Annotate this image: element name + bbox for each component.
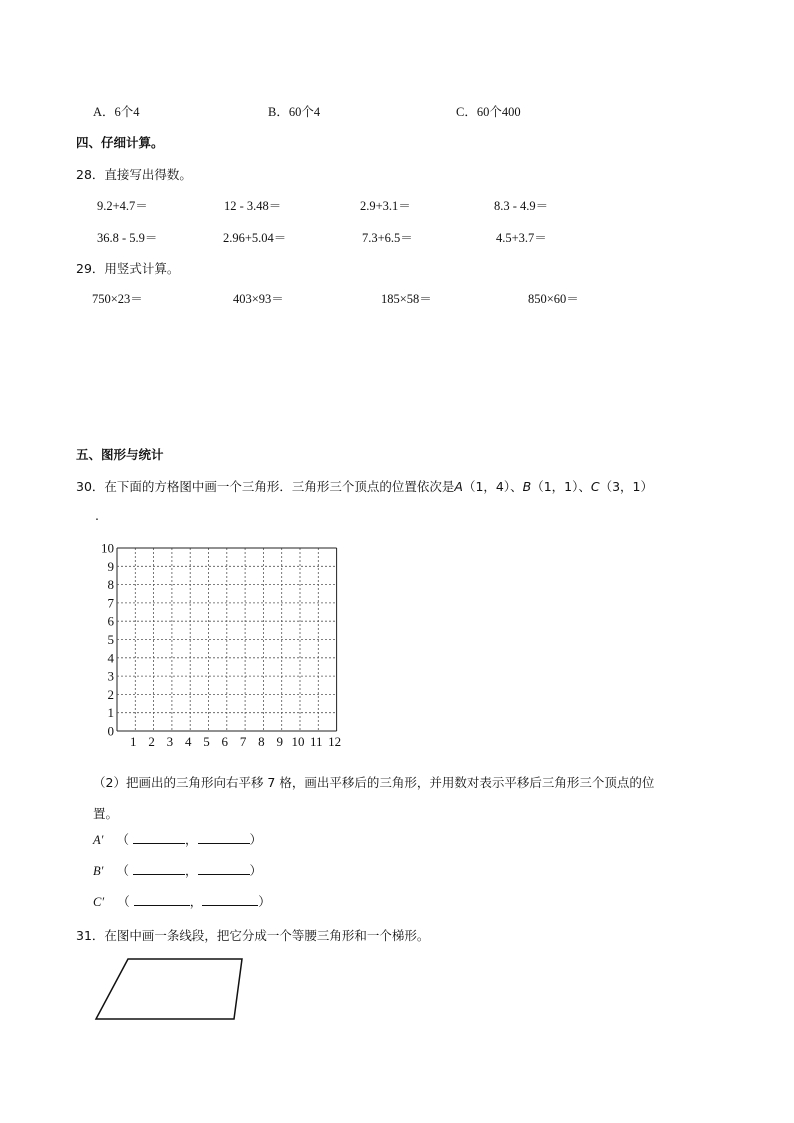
y-axis-label: 0 bbox=[107, 723, 114, 739]
point-b-coord: （1，1）、 bbox=[531, 479, 591, 494]
point-a-coord: （1，4）、 bbox=[462, 479, 523, 494]
parallelogram-figure[interactable] bbox=[90, 955, 250, 1025]
answer-blank[interactable] bbox=[198, 862, 250, 875]
y-axis-label: 9 bbox=[107, 558, 114, 574]
point-c-label: C bbox=[590, 479, 600, 494]
answer-b-prime: B′ （ ， ） bbox=[93, 864, 263, 878]
y-axis-label: 4 bbox=[107, 650, 114, 666]
answer-label: A′ bbox=[93, 833, 104, 847]
q28-item: 36.8 - 5.9＝ bbox=[97, 231, 158, 245]
y-axis-label: 8 bbox=[107, 577, 114, 593]
q28-item: 2.9+3.1＝ bbox=[360, 199, 411, 213]
answer-label: C′ bbox=[93, 895, 105, 909]
option-c: C．60个400 bbox=[456, 105, 521, 119]
q28-item: 8.3 - 4.9＝ bbox=[494, 199, 549, 213]
answer-label: B′ bbox=[93, 864, 104, 878]
point-c-coord: （3，1） bbox=[599, 479, 654, 494]
coordinate-grid[interactable] bbox=[88, 540, 358, 752]
answer-blank[interactable] bbox=[134, 893, 190, 906]
q30-prompt bbox=[76, 477, 653, 495]
x-axis-label: 4 bbox=[184, 734, 192, 749]
q29-prompt: 29．用竖式计算。 bbox=[76, 261, 180, 276]
point-b-label: B bbox=[522, 479, 532, 494]
q28-item: 4.5+3.7＝ bbox=[496, 231, 547, 245]
q29-item: 403×93＝ bbox=[233, 292, 284, 306]
x-axis-label: 1 bbox=[130, 734, 137, 749]
answer-blank[interactable] bbox=[133, 831, 185, 844]
x-axis-label: 5 bbox=[203, 734, 210, 749]
q28-item: 7.3+6.5＝ bbox=[362, 231, 413, 245]
y-axis-label: 10 bbox=[101, 540, 114, 556]
q30-part2-text-cont: 置。 bbox=[93, 806, 119, 821]
y-axis-label: 2 bbox=[107, 686, 114, 702]
x-axis-label: 7 bbox=[239, 734, 247, 749]
x-axis-label: 9 bbox=[276, 734, 283, 749]
q30-trailing-period: . bbox=[95, 508, 99, 523]
q30-prompt-text: 30．在下面的方格图中画一个三角形．三角形三个顶点的位置依次是 bbox=[76, 479, 455, 494]
point-a-label: A bbox=[454, 479, 463, 494]
x-axis-label: 11 bbox=[310, 734, 323, 749]
q28-prompt: 28．直接写出得数。 bbox=[76, 167, 192, 182]
x-axis-label: 8 bbox=[258, 734, 265, 749]
q28-item: 2.96+5.04＝ bbox=[223, 231, 287, 245]
x-axis-label: 12 bbox=[328, 734, 342, 749]
y-axis-label: 3 bbox=[107, 668, 114, 684]
x-axis-label: 3 bbox=[166, 734, 174, 749]
answer-blank[interactable] bbox=[198, 831, 250, 844]
q29-item: 185×58＝ bbox=[381, 292, 432, 306]
option-a: A．6个4 bbox=[93, 105, 140, 119]
y-axis-label: 6 bbox=[107, 613, 114, 629]
option-b: B．60个4 bbox=[268, 105, 321, 119]
answer-c-prime: C′ （ ， ） bbox=[93, 895, 271, 909]
x-axis-label: 10 bbox=[291, 734, 305, 749]
y-axis-label: 1 bbox=[107, 705, 114, 721]
y-axis-label: 5 bbox=[107, 632, 114, 647]
y-axis-label: 7 bbox=[107, 595, 114, 611]
answer-blank[interactable] bbox=[202, 893, 258, 906]
section-5-title: 五、图形与统计 bbox=[76, 447, 164, 462]
parallelogram[interactable] bbox=[96, 959, 242, 1019]
answer-blank[interactable] bbox=[133, 862, 185, 875]
x-axis-label: 2 bbox=[148, 734, 155, 749]
x-axis-label: 6 bbox=[221, 734, 229, 749]
q28-item: 9.2+4.7＝ bbox=[97, 199, 148, 213]
q29-item: 850×60＝ bbox=[528, 292, 579, 306]
answer-a-prime: A′ （ ， ） bbox=[93, 833, 263, 847]
q29-item: 750×23＝ bbox=[92, 292, 143, 306]
section-4-title: 四、仔细计算。 bbox=[76, 135, 164, 150]
q30-part2-text: （2）把画出的三角形向右平移 7 格，画出平移后的三角形，并用数对表示平移后三角形三个顶点的位 bbox=[93, 775, 655, 790]
q31-prompt: 31．在图中画一条线段，把它分成一个等腰三角形和一个梯形。 bbox=[76, 928, 430, 943]
q28-item: 12 - 3.48＝ bbox=[224, 199, 282, 213]
